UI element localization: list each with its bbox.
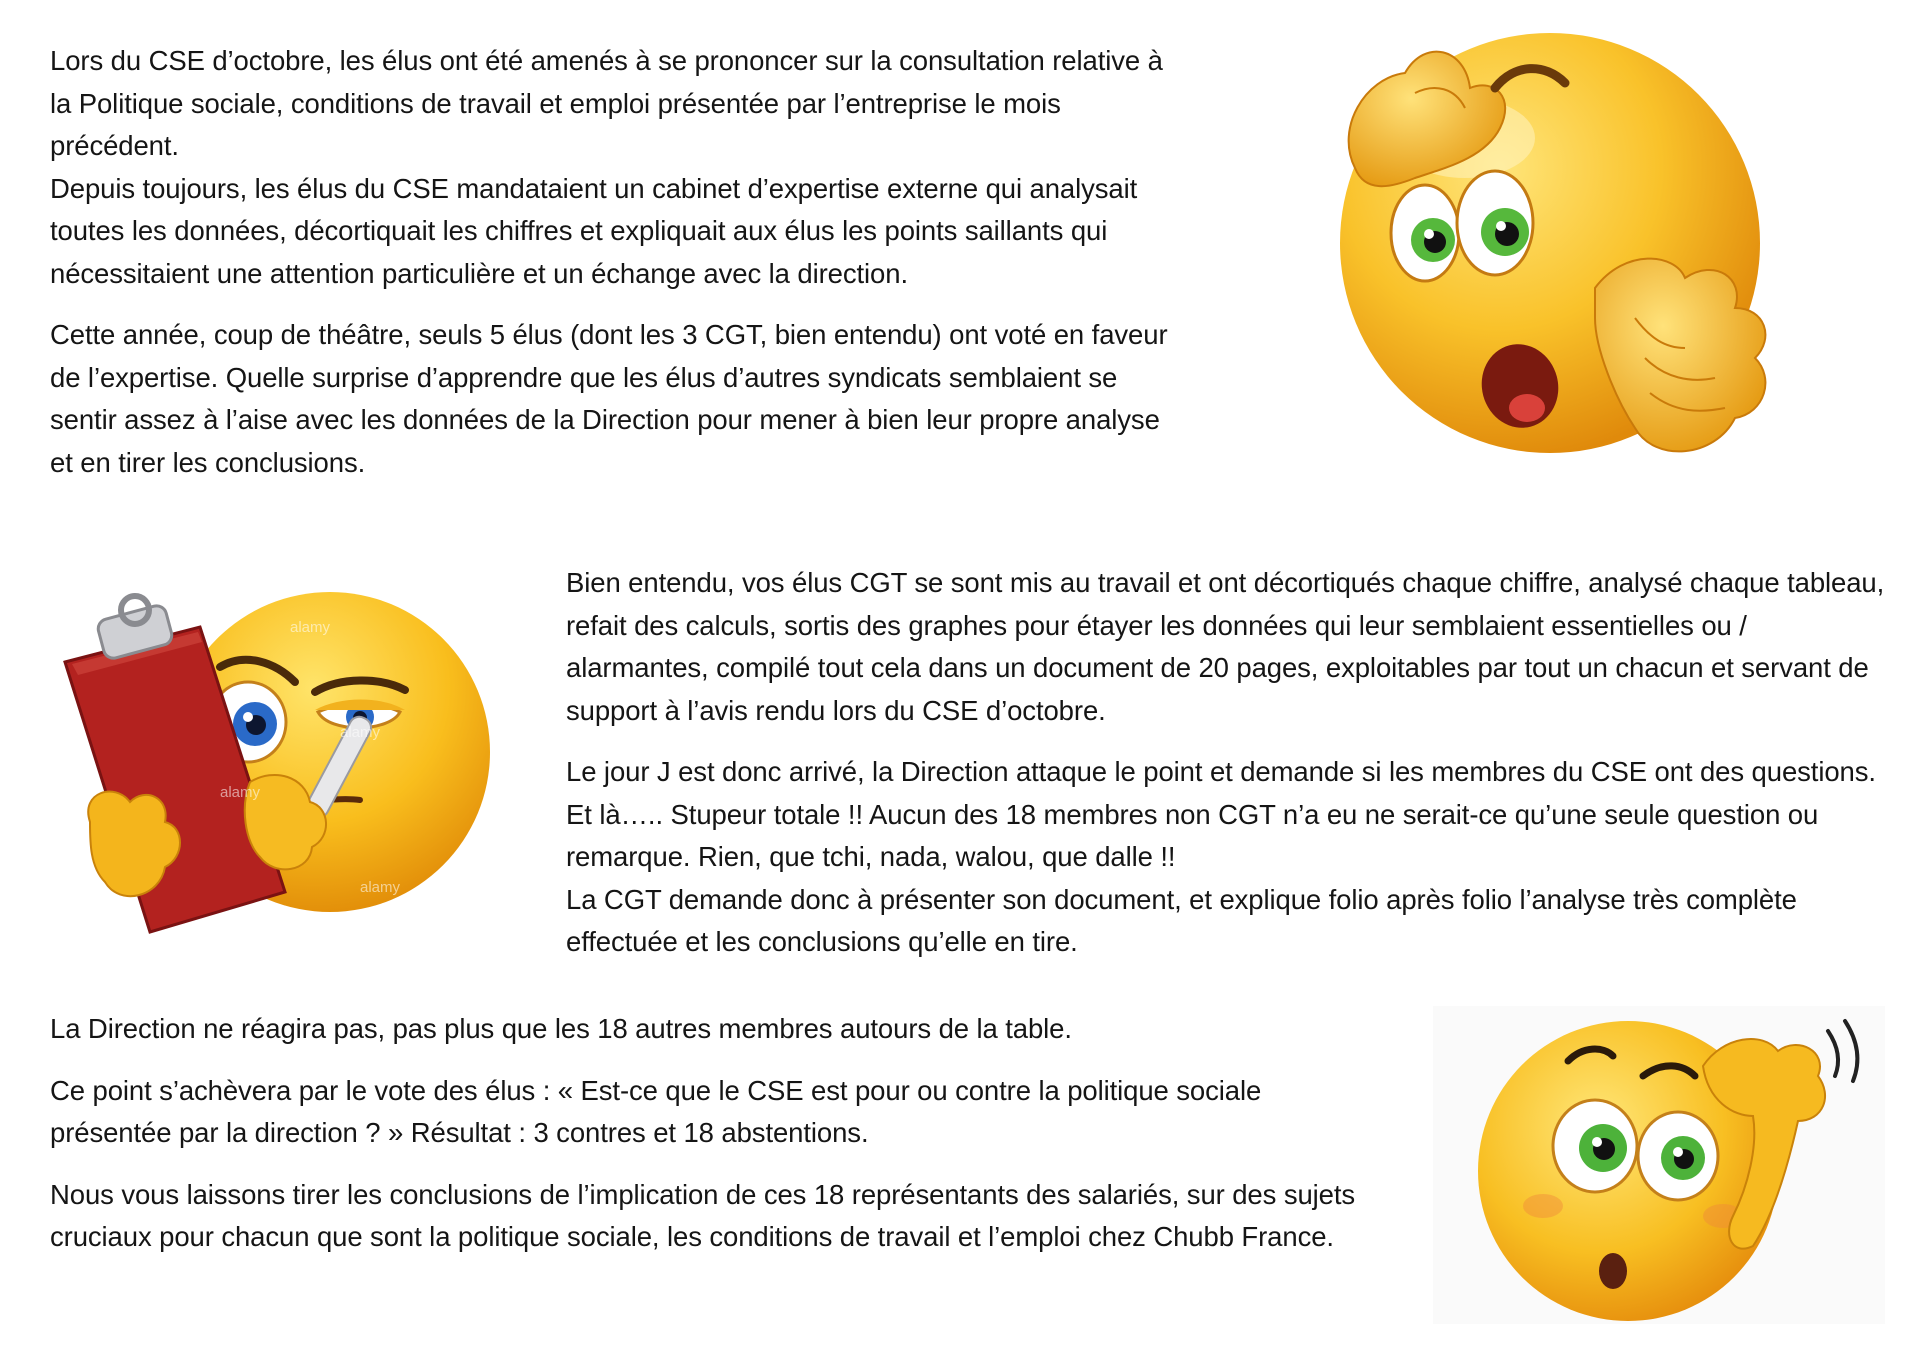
paragraph: Ce point s’achèvera par le vote des élus : « Est-ce que le CSE est pour ou contre la politique sociale présentée par la direction ? » Résultat : 3 contres et 18 abstentions. [50, 1074, 1262, 1148]
small-mouth-icon [1599, 1253, 1627, 1289]
puzzled-emoji-image [1433, 1006, 1885, 1324]
puzzled-emoji-frame [1433, 1006, 1885, 1324]
svg-text:alamy: alamy [340, 724, 381, 741]
text-section-3 [50, 1008, 1440, 1278]
paragraph: La CGT demande donc à présenter son document, et explique folio après folio l’analyse très complète effectuée et les conclusions qu’elle en tire. [566, 883, 1797, 957]
paragraph: Depuis toujours, les élus du CSE mandataient un cabinet d’expertise externe qui analysait toutes les données, décortiquait les chiffres et expliquait aux élus les points saillants qui nécessitaient une attention particulière et un échange avec la direction. [50, 172, 1138, 289]
text-section-2 [566, 562, 1896, 983]
paragraph: Cette année, coup de théâtre, seuls 5 élus (dont les 3 CGT, bien entendu) ont voté en faveur de l’expertise. Quelle surprise d’apprendre que les élus d’autres syndicats semblaient se sentir assez à l’aise avec les données de la Direction pour mener à bien leur propre analyse et en tirer les conclusions. [50, 319, 1168, 478]
svg-text:alamy: alamy [290, 619, 331, 636]
clipboard-emoji-image [60, 572, 500, 982]
confused-emoji-image [1295, 18, 1815, 478]
paragraph: Bien entendu, vos élus CGT se sont mis au travail et ont décortiqués chaque chiffre, analysé chaque tableau, refait des calculs, sortis des graphes pour étayer les données qui leur semblaient essentielles ou / alarmantes, compilé tout cela dans un document de 20 pages, exploitables par tout un chacun et servant de support à l’avis rendu lors du CSE d’octobre. [566, 567, 1885, 726]
paragraph: Nous vous laissons tirer les conclusions de l’implication de ces 18 représentants des salariés, sur des sujets cruciaux pour chacun que sont la politique sociale, les conditions de travail et l’emploi chez Chubb France. [50, 1178, 1356, 1252]
paragraph: Le jour J est donc arrivé, la Direction attaque le point et demande si les membres du CSE ont des questions. Et là….. Stupeur totale !! Aucun des 18 membres non CGT n’a eu ne serait-ce qu’une seule question ou remarque. Rien, que tchi, nada, walou, que dalle !! [566, 756, 1876, 872]
paragraph: La Direction ne réagira pas, pas plus que les 18 autres membres autours de la table. [50, 1013, 1072, 1044]
svg-text:alamy: alamy [360, 879, 401, 896]
svg-text:alamy: alamy [220, 784, 261, 801]
text-section-1 [50, 40, 1190, 503]
paragraph: Lors du CSE d’octobre, les élus ont été amenés à se prononcer sur la consultation relative à la Politique sociale, conditions de travail et emploi présentée par l’entreprise le mois précédent. [50, 45, 1163, 161]
